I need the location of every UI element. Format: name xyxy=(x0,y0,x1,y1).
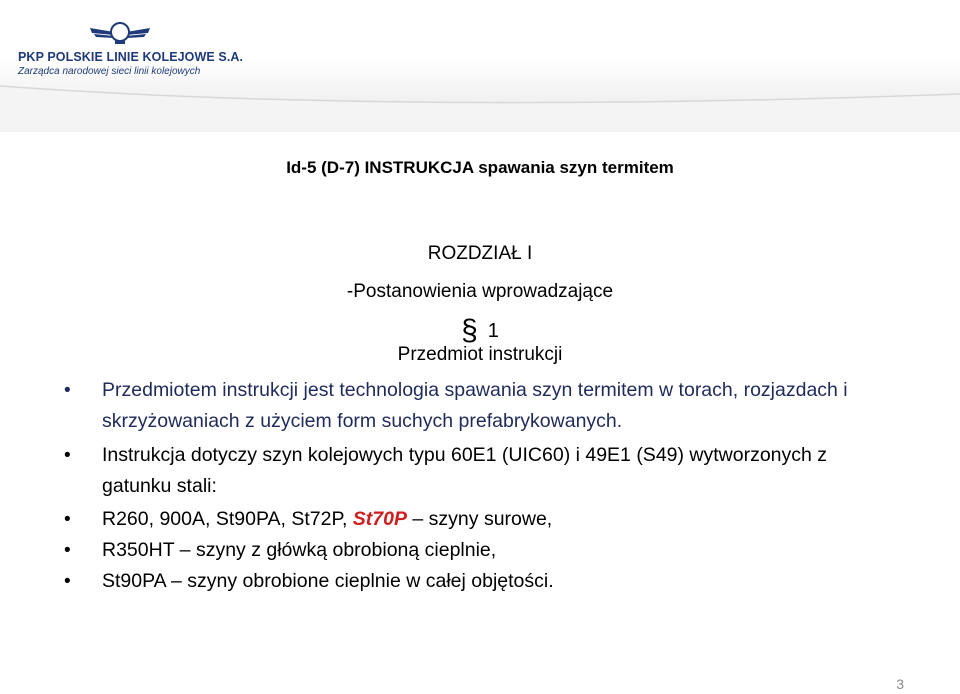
chapter-heading: ROZDZIAŁ I xyxy=(427,243,533,264)
section-symbol: § xyxy=(461,314,478,347)
bullet-text-suffix: – szyny surowe, xyxy=(407,508,553,530)
bullet-list xyxy=(64,375,894,597)
document-title: Id-5 (D-7) INSTRUKCJA spawania szyn termitem xyxy=(286,158,674,177)
winged-wheel-emblem-icon xyxy=(88,20,152,46)
bullet-item: • St90PA – szyny obrobione cieplnie w całej objętości. xyxy=(64,566,894,597)
bullet-item: • Przedmiotem instrukcji jest technologia spawania szyn termitem w torach, rozjazdach i skrzyżowaniach z użyciem form suchych prefabrykowanych. xyxy=(64,375,894,437)
section-heading xyxy=(0,314,960,348)
company-logo xyxy=(18,20,244,80)
company-tagline: Zarządca narodowej sieci linii kolejowych xyxy=(18,66,201,77)
bullet-item: • Instrukcja dotyczy szyn kolejowych typu 60E1 (UIC60) i 49E1 (S49) wytworzonych z gatunku stali: xyxy=(64,440,894,502)
company-name: PKP POLSKIE LINIE KOLEJOWE S.A. xyxy=(18,50,244,64)
page-number: 3 xyxy=(896,676,904,692)
highlighted-steel-grade: St70P xyxy=(352,508,407,530)
header-wave-decoration xyxy=(0,72,960,132)
bullet-item xyxy=(64,504,894,535)
bullet-text-prefix: R260, 900A, St90PA, St72P, xyxy=(102,508,353,530)
section-number: 1 xyxy=(487,320,499,342)
section-topic: Przedmiot instrukcji xyxy=(397,344,563,365)
chapter-subtitle: -Postanowienia wprowadzające xyxy=(346,281,614,302)
bullet-item: • R350HT – szyny z główką obrobioną cieplnie, xyxy=(64,535,894,566)
